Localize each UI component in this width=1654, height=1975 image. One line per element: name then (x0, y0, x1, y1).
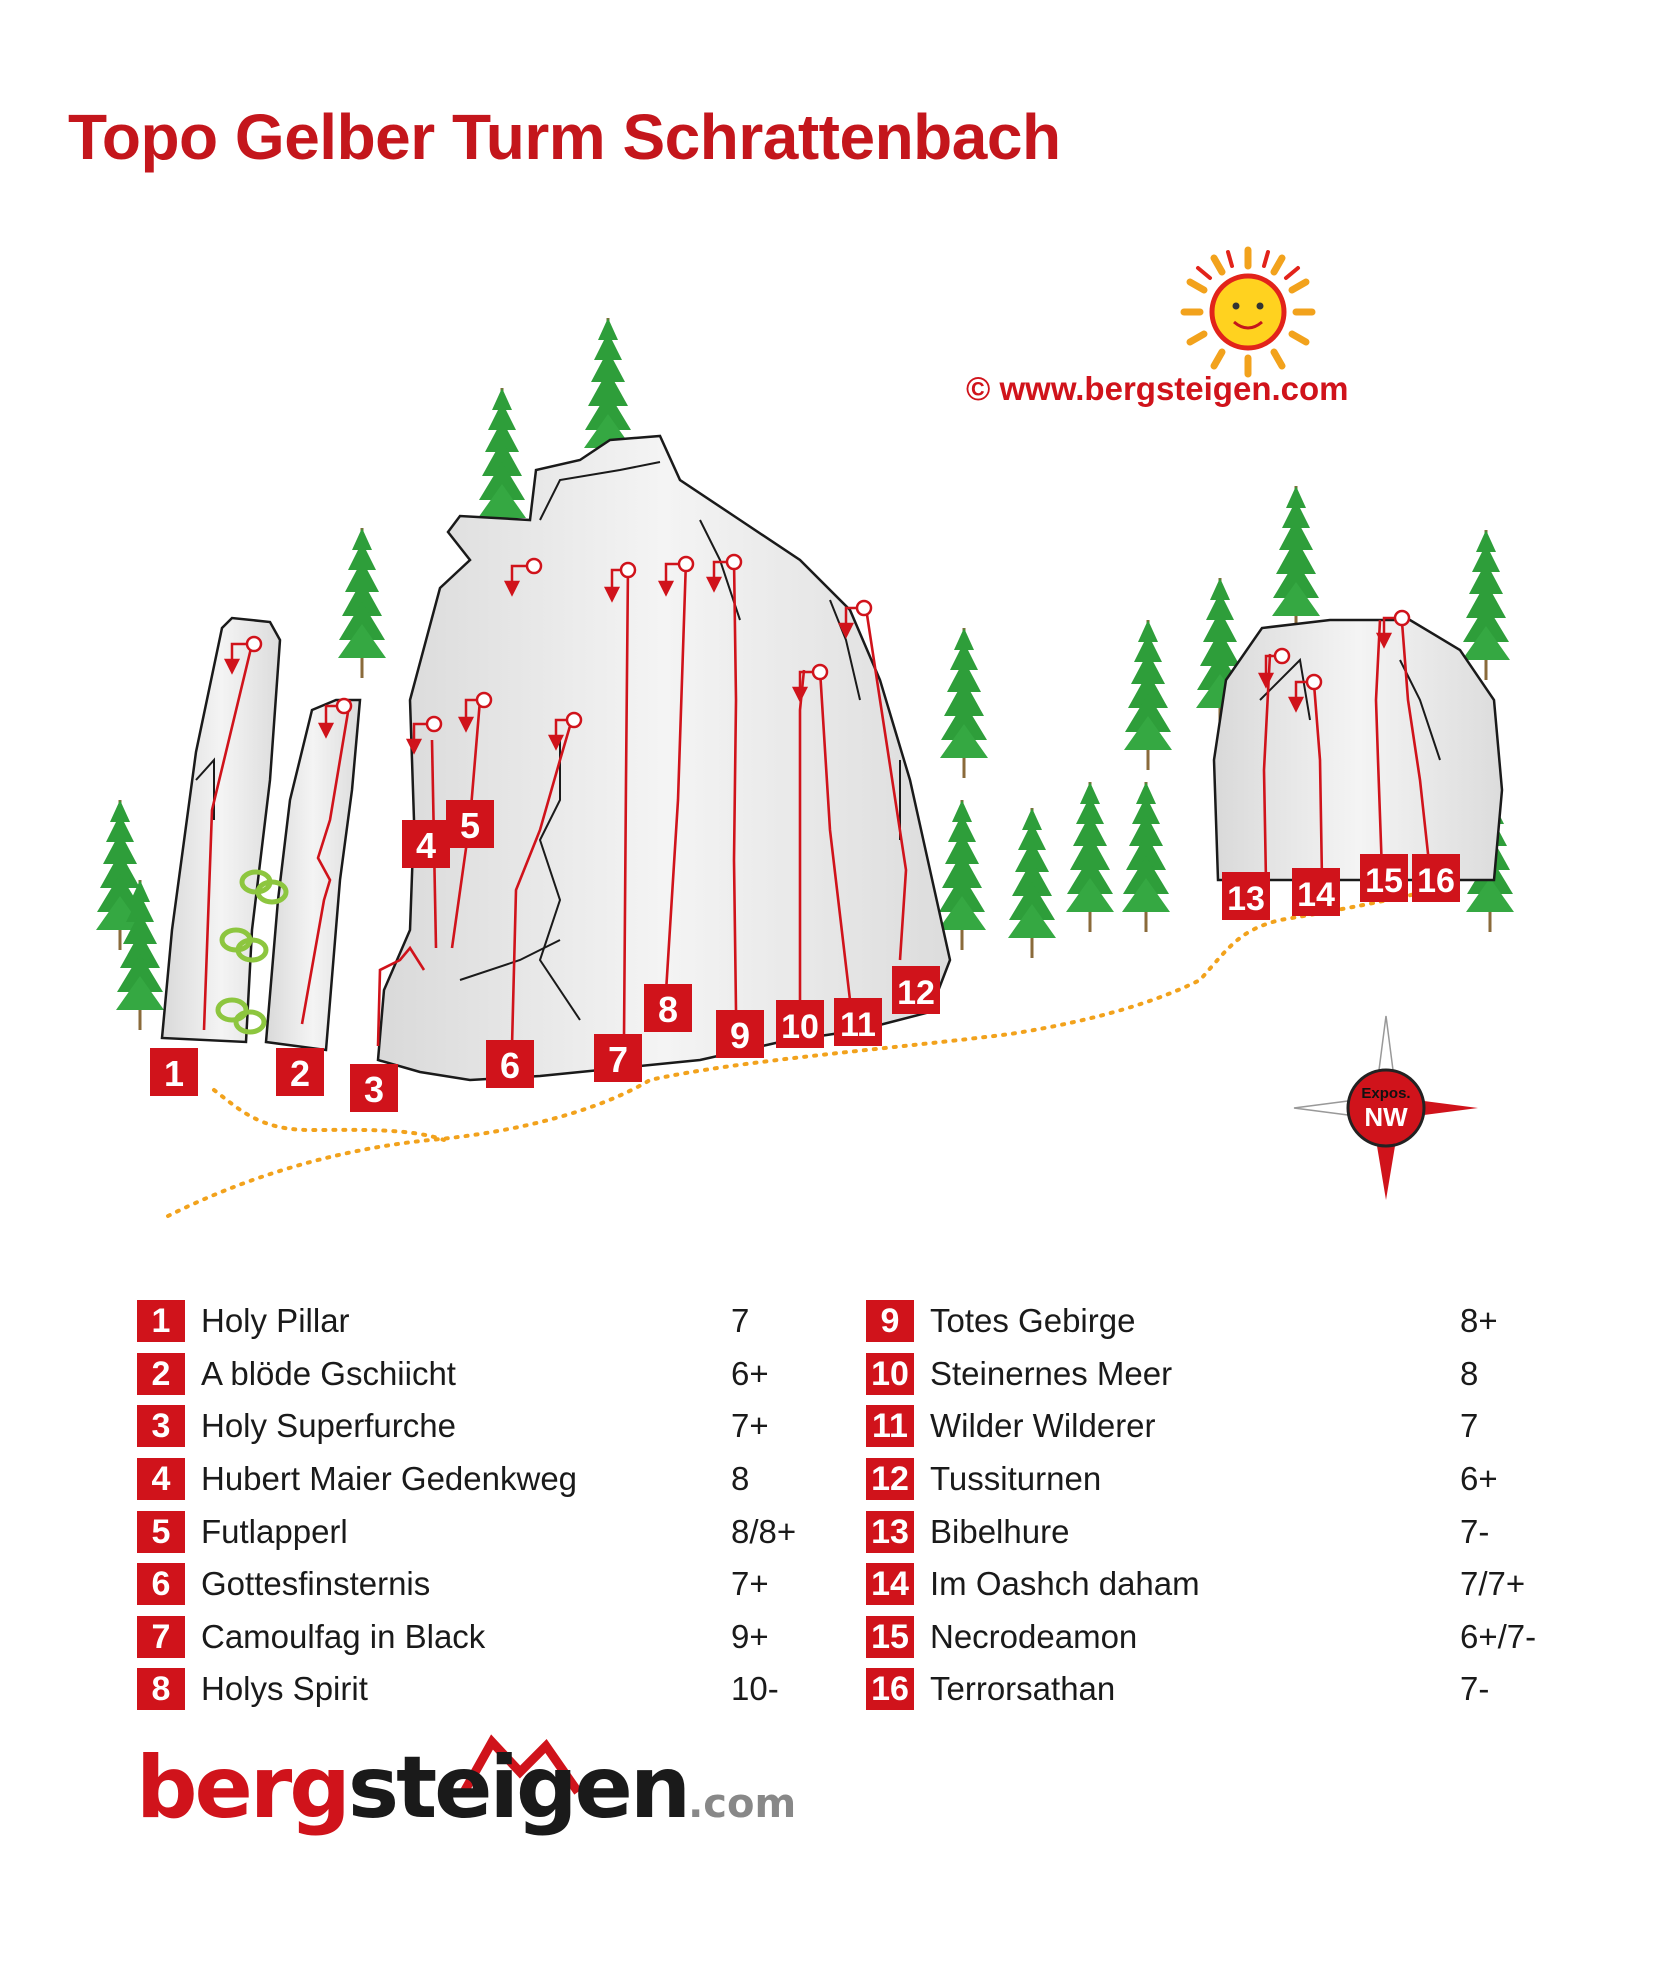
logo-berg: berg (136, 1738, 348, 1838)
route-number: 14 (866, 1563, 914, 1605)
topo-label-4 (402, 820, 450, 868)
route-grade: 7 (1460, 1407, 1479, 1445)
topo-label-16 (1412, 854, 1460, 902)
page-title: Topo Gelber Turm Schrattenbach (68, 101, 1061, 173)
route-grade: 6+ (731, 1354, 769, 1392)
route-number: 7 (137, 1616, 185, 1658)
route-row (137, 1663, 779, 1716)
svg-text:5: 5 (459, 805, 481, 846)
topo-label-12 (892, 966, 940, 1014)
topo-label-1 (150, 1048, 198, 1096)
route-number: 5 (137, 1511, 185, 1553)
route-name: Holy Pillar (201, 1302, 350, 1340)
topo-label-9 (716, 1010, 764, 1058)
route-row (866, 1348, 1479, 1401)
topo-label-15 (1360, 854, 1408, 902)
tree-icon (1122, 782, 1170, 932)
route-row (866, 1505, 1490, 1558)
tree-icon (1272, 486, 1320, 636)
svg-text:3: 3 (363, 1069, 385, 1110)
compass-icon (1294, 1016, 1478, 1200)
route-name: Camoulfag in Black (201, 1617, 486, 1655)
svg-text:16: 16 (1417, 862, 1455, 900)
rock-main-tower (378, 436, 950, 1080)
sun-icon (1184, 250, 1312, 374)
route-number: 2 (137, 1353, 185, 1395)
route-row (137, 1558, 769, 1611)
topo-label-7 (594, 1034, 642, 1082)
route-number: 9 (866, 1300, 914, 1342)
route-number: 10 (866, 1353, 914, 1395)
rock-pillar-2 (266, 700, 360, 1050)
brand-logo (136, 1738, 796, 1838)
svg-text:14: 14 (1297, 876, 1335, 914)
route-grade: 7+ (731, 1407, 769, 1445)
route-row (866, 1453, 1498, 1506)
route-name: Terrorsathan (930, 1670, 1116, 1708)
route-number: 8 (137, 1668, 185, 1710)
svg-text:9: 9 (729, 1015, 751, 1056)
route-number: 15 (866, 1616, 914, 1658)
route-number: 4 (137, 1458, 185, 1500)
topo-label-3 (350, 1064, 398, 1112)
route-grade: 10- (731, 1670, 779, 1708)
route-row (866, 1558, 1526, 1611)
route-row (137, 1505, 797, 1558)
route-name: Tussiturnen (930, 1460, 1102, 1498)
route-row (137, 1348, 769, 1401)
route-grade: 7 (731, 1302, 750, 1340)
svg-text:10: 10 (781, 1008, 819, 1046)
compass-exposition-label: Expos. (1361, 1085, 1411, 1102)
route-grade: 7+ (731, 1565, 769, 1603)
tree-icon (1124, 620, 1172, 770)
route-name: Holys Spirit (201, 1670, 368, 1708)
route-grade: 8+ (1460, 1302, 1498, 1340)
route-number: 11 (866, 1405, 914, 1447)
topo-label-5 (446, 800, 494, 848)
route-grade: 8 (731, 1460, 750, 1498)
svg-text:4: 4 (415, 825, 437, 866)
route-row (866, 1400, 1479, 1453)
route-row (866, 1663, 1490, 1716)
tree-icon (938, 800, 986, 950)
route-name: Bibelhure (930, 1512, 1070, 1550)
route-number: 16 (866, 1668, 914, 1710)
route-row (137, 1295, 750, 1348)
route-grade: 7- (1460, 1670, 1490, 1708)
route-row (137, 1400, 769, 1453)
tree-icon (478, 388, 526, 538)
topo-label-6 (486, 1040, 534, 1088)
route-row (137, 1453, 750, 1506)
topo-label-14 (1292, 868, 1340, 916)
route-grade: 6+ (1460, 1460, 1498, 1498)
route-name: Gottesfinsternis (201, 1565, 431, 1603)
route-number: 12 (866, 1458, 914, 1500)
route-name: Im Oashch daham (930, 1565, 1200, 1603)
route-grade: 8 (1460, 1354, 1479, 1392)
route-grade: 7- (1460, 1512, 1490, 1550)
svg-text:11: 11 (840, 1006, 876, 1044)
route-list-left (137, 1295, 797, 1716)
logo-dotcom: .com (688, 1781, 797, 1827)
svg-text:1: 1 (163, 1053, 185, 1094)
tree-icon (338, 528, 386, 678)
route-grade: 6+/7- (1460, 1617, 1537, 1655)
route-name: Steinernes Meer (930, 1354, 1173, 1392)
svg-text:8: 8 (657, 989, 679, 1030)
svg-text:15: 15 (1365, 862, 1403, 900)
svg-text:13: 13 (1227, 880, 1265, 918)
svg-text:2: 2 (289, 1053, 311, 1094)
logo-steigen: steigen (347, 1738, 689, 1838)
route-row (137, 1611, 769, 1664)
route-number: 1 (137, 1300, 185, 1342)
tree-icon (1066, 782, 1114, 932)
route-name: Necrodeamon (930, 1617, 1138, 1655)
route-number: 13 (866, 1511, 914, 1553)
tree-icon (1462, 530, 1510, 680)
route-name: Holy Superfurche (201, 1407, 456, 1445)
route-number: 6 (137, 1563, 185, 1605)
route-name: Wilder Wilderer (930, 1407, 1156, 1445)
topo-label-11 (834, 998, 882, 1046)
route-number: 3 (137, 1405, 185, 1447)
tree-icon (1008, 808, 1056, 958)
route-row (866, 1611, 1537, 1664)
route-line-9 (734, 560, 736, 1010)
topo-label-13 (1222, 872, 1270, 920)
route-grade: 7/7+ (1460, 1565, 1526, 1603)
copyright-text: © www.bergsteigen.com (966, 370, 1349, 407)
route-grade: 9+ (731, 1617, 769, 1655)
route-name: Futlapperl (201, 1512, 348, 1550)
route-name: Totes Gebirge (930, 1302, 1136, 1340)
topo-label-10 (776, 1000, 824, 1048)
topo-label-2 (276, 1048, 324, 1096)
route-row (866, 1295, 1498, 1348)
compass-direction-label: NW (1364, 1102, 1408, 1132)
svg-text:7: 7 (607, 1039, 629, 1080)
route-list-right (866, 1295, 1537, 1716)
route-name: A blöde Gschiicht (201, 1354, 456, 1392)
route-name: Hubert Maier Gedenkweg (201, 1460, 578, 1498)
route-grade: 8/8+ (731, 1512, 797, 1550)
tree-icon (940, 628, 988, 778)
svg-text:6: 6 (499, 1045, 521, 1086)
rock-pillar-1 (162, 618, 280, 1042)
topo-label-8 (644, 984, 692, 1032)
rock-right-block (1214, 620, 1502, 880)
svg-text:12: 12 (897, 974, 935, 1012)
